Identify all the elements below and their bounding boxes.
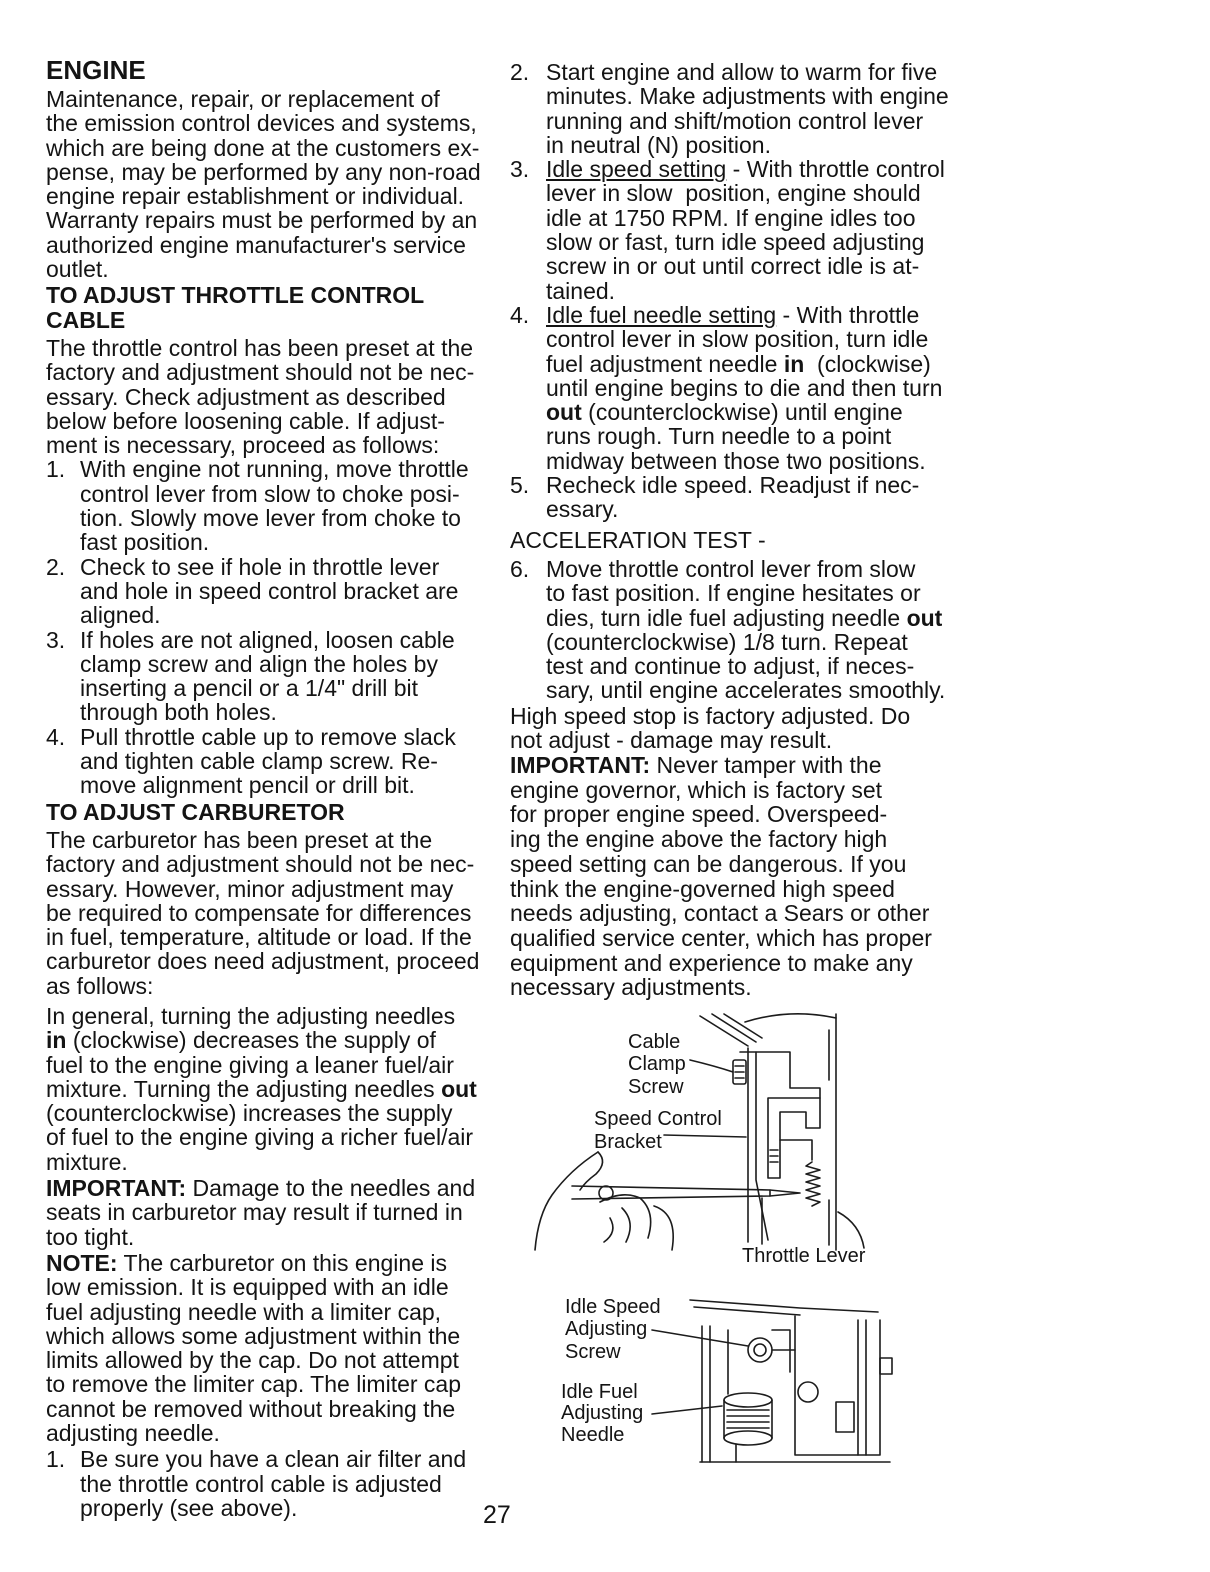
numbered-step <box>46 725 496 798</box>
text-run: dies, turn idle fuel adjusting needle <box>546 604 907 631</box>
text-run: Damage to the needles and <box>186 1175 476 1202</box>
idle-fuel-adjusting-needle-label: Idle Fuel <box>561 1381 638 1403</box>
text-line: fuel adjusting needle with a limiter cap, <box>46 1298 442 1325</box>
page-number: 27 <box>483 1501 511 1529</box>
text-line: test and continue to adjust, if neces- <box>546 653 915 680</box>
text-line: to remove the limiter cap. The limiter cap <box>46 1371 462 1398</box>
text-line: speed setting can be dangerous. If you <box>510 850 907 877</box>
text-line: essary. <box>546 496 619 523</box>
heading-line: TO ADJUST CARBURETOR <box>46 798 345 825</box>
idle-fuel-adjusting-needle-label: Adjusting <box>561 1402 644 1424</box>
text-line: minutes. Make adjustments with engine <box>546 83 949 110</box>
text-line: sary, until engine accelerates smoothly. <box>546 677 946 704</box>
text-line: ment is necessary, proceed as follows: <box>46 432 440 459</box>
text-line <box>46 1028 496 1052</box>
idle-fuel-adjusting-needle-label: Needle <box>561 1424 625 1446</box>
numbered-step <box>510 157 960 303</box>
cable-clamp-screw-label: Cable <box>628 1031 681 1053</box>
text-line: necessary adjustments. <box>510 974 752 1001</box>
step-number: 3. <box>46 626 66 653</box>
text-line: be required to compensate for differences <box>46 899 472 926</box>
text-line: Warranty repairs must be performed by an <box>46 207 478 234</box>
paragraph <box>46 336 496 457</box>
text-line: slow or fast, turn idle speed adjusting <box>546 229 925 256</box>
text-line: adjusting needle. <box>46 1420 220 1447</box>
idle-speed-adjusting-screw-label: Screw <box>565 1341 621 1363</box>
text-line <box>510 753 960 778</box>
text-line: for proper engine speed. Overspeed- <box>510 801 888 828</box>
text-line: properly (see above). <box>80 1494 298 1521</box>
bold-text-run: NOTE: <box>46 1249 118 1276</box>
text-line: through both holes. <box>80 699 277 726</box>
text-line: With engine not running, move throttle <box>80 456 469 483</box>
speed-control-bracket-label: Bracket <box>594 1131 662 1153</box>
text-line: Maintenance, repair, or replacement of <box>46 86 440 112</box>
text-line: the emission control devices and systems, <box>46 110 477 137</box>
text-line: idle at 1750 RPM. If engine idles too <box>546 204 916 231</box>
text-line: screw in or out until correct idle is at- <box>546 253 920 280</box>
step-number: 4. <box>46 723 66 750</box>
step-number: 1. <box>46 456 66 483</box>
text-line: and hole in speed control bracket are <box>80 577 459 604</box>
left-text-column <box>46 57 496 1520</box>
text-line: as follows: <box>46 972 154 999</box>
text-line: cannot be removed without breaking the <box>46 1395 456 1422</box>
throttle-rod <box>690 1300 878 1315</box>
cable-clamp-screw <box>733 1060 746 1084</box>
step-number: 5. <box>510 472 530 499</box>
step-number: 2. <box>510 59 530 85</box>
speed-control-bracket-label: Speed Control <box>594 1108 722 1130</box>
section-heading <box>46 800 496 824</box>
bold-text-run: out <box>906 604 943 631</box>
text-line: midway between those two positions. <box>546 447 926 474</box>
text-line: the throttle control cable is adjusted <box>80 1470 442 1497</box>
text-line: qualified service center, which has proper <box>510 924 932 951</box>
idle-speed-adjusting-screw <box>748 1338 795 1362</box>
text-line: seats in carburetor may result if turned in <box>46 1199 463 1226</box>
text-line: aligned. <box>80 602 161 629</box>
paragraph <box>46 87 496 281</box>
text-run: (counterclockwise) until engine <box>581 399 903 426</box>
text-line: Pull throttle cable up to remove slack <box>80 723 456 750</box>
text-line: Move throttle control lever from slow <box>546 555 916 582</box>
step-number: 1. <box>46 1446 66 1473</box>
text-line: factory and adjustment should not be nec- <box>46 359 475 386</box>
paragraph <box>510 704 960 1000</box>
text-line: move alignment pencil or drill bit. <box>80 772 415 799</box>
throttle-lever-label: Throttle Lever <box>742 1245 866 1267</box>
text-line: In general, turning the adjusting needles <box>46 1002 456 1029</box>
engine-frame <box>829 1014 864 1250</box>
text-line <box>46 1077 496 1101</box>
step-number: 4. <box>510 301 530 328</box>
text-line: limits allowed by the cap. Do not attempt <box>46 1347 459 1374</box>
diagrams <box>520 1005 910 1475</box>
text-line: control lever from slow to choke posi- <box>80 480 460 507</box>
bold-text-run: out <box>441 1075 477 1102</box>
bold-text-run: IMPORTANT: <box>510 752 651 779</box>
text-line <box>546 303 960 327</box>
text-run: fuel adjustment needle <box>546 350 784 377</box>
bold-text-run: in <box>783 350 805 377</box>
text-line: ing the engine above the factory high <box>510 826 888 853</box>
text-line: running and shift/motion control lever <box>546 107 924 134</box>
text-line: in fuel, temperature, altitude or load. If the <box>46 924 472 951</box>
cable-clamp-screw-label: Clamp <box>628 1053 686 1075</box>
text-line <box>546 157 960 181</box>
text-line: engine governor, which is factory set <box>510 776 883 803</box>
text-line: carburetor does need adjustment, proceed <box>46 948 480 975</box>
text-line: clamp screw and align the holes by <box>80 650 438 677</box>
text-line: essary. Check adjustment as described <box>46 383 446 410</box>
text-line: Be sure you have a clean air filter and <box>80 1446 467 1473</box>
bold-text-run: IMPORTANT: <box>46 1175 187 1202</box>
pencil <box>572 1186 800 1199</box>
text-line: High speed stop is factory adjusted. Do <box>510 702 911 729</box>
right-text-column <box>510 60 960 1000</box>
text-run: mixture. Turning the adjusting needles <box>46 1075 442 1102</box>
numbered-step <box>510 60 960 157</box>
throttle-adjustment-diagram <box>535 1014 864 1250</box>
numbered-step <box>46 1447 496 1520</box>
cable-clamp-screw-label: Screw <box>628 1076 684 1098</box>
text-line: needs adjusting, contact a Sears or other <box>510 900 930 927</box>
heading-line: CABLE <box>46 306 126 333</box>
text-line: too tight. <box>46 1223 135 1250</box>
paragraph <box>46 828 496 998</box>
text-line: to fast position. If engine hesitates or <box>546 580 921 607</box>
text-line: If holes are not aligned, loosen cable <box>80 626 455 653</box>
text-line: not adjust - damage may result. <box>510 727 833 754</box>
text-line: Check to see if hole in throttle lever <box>80 553 440 580</box>
idle-speed-adjusting-screw-label: Adjusting <box>565 1318 648 1340</box>
section-title: ENGINE <box>46 55 146 85</box>
underlined-text-run: Idle fuel needle setting <box>546 301 777 328</box>
text-line: mixture. <box>46 1148 128 1175</box>
paragraph <box>46 1176 496 1249</box>
step-number: 2. <box>46 553 66 580</box>
text-run: (clockwise) <box>804 350 931 377</box>
text-line: runs rough. Turn needle to a point <box>546 423 892 450</box>
text-line: authorized engine manufacturer's service <box>46 231 466 258</box>
throttle-cable <box>700 1014 836 1046</box>
text-line: of fuel to the engine giving a richer fuel/air <box>46 1124 474 1151</box>
text-line: fast position. <box>80 529 210 556</box>
text-line: and tighten cable clamp screw. Re- <box>80 748 438 775</box>
bold-text-run: out <box>546 399 582 426</box>
step-number: 3. <box>510 156 530 183</box>
text-line: which are being done at the customers ex- <box>46 134 480 161</box>
text-line: engine repair establishment or individual. <box>46 183 465 210</box>
subsection-label <box>510 528 960 552</box>
underlined-text-run: Idle speed setting <box>546 156 727 183</box>
heading-line: TO ADJUST THROTTLE CONTROL <box>46 282 425 309</box>
text-line <box>546 606 960 630</box>
text-line <box>546 352 960 376</box>
text-line <box>46 1251 496 1275</box>
text-line: low emission. It is equipped with an idle <box>46 1274 449 1301</box>
text-line: Start engine and allow to warm for five <box>546 59 938 85</box>
text-line <box>546 400 960 424</box>
numbered-step <box>46 457 496 554</box>
text-line: outlet. <box>46 256 109 283</box>
text-line: inserting a pencil or a 1/4" drill bit <box>80 675 419 702</box>
section-heading <box>46 283 496 332</box>
carburetor-body <box>700 1316 892 1462</box>
carburetor-callout-lines <box>652 1330 748 1414</box>
text-line: lever in slow position, engine should <box>546 180 921 207</box>
text-line: below before loosening cable. If adjust- <box>46 407 445 434</box>
hand <box>535 1152 673 1250</box>
text-line: pense, may be performed by any non-road <box>46 158 481 185</box>
text-line: Recheck idle speed. Readjust if nec- <box>546 472 920 499</box>
text-line: until engine begins to die and then turn <box>546 374 943 401</box>
text-line: The carburetor has been preset at the <box>46 826 433 853</box>
text-line <box>46 1176 496 1200</box>
numbered-step <box>46 555 496 628</box>
paragraph <box>46 1004 496 1174</box>
carburetor-diagram <box>652 1300 892 1462</box>
text-line: tained. <box>546 277 616 304</box>
label-line: ACCELERATION TEST - <box>510 526 766 553</box>
text-run: - With throttle control <box>726 156 945 183</box>
step-number: 6. <box>510 555 530 582</box>
bold-text-run: in <box>46 1027 67 1054</box>
numbered-step <box>510 473 960 522</box>
text-run: (clockwise) decreases the supply of <box>66 1027 436 1054</box>
numbered-step <box>46 628 496 725</box>
text-line: (counterclockwise) 1/8 turn. Repeat <box>546 628 908 655</box>
text-line: The throttle control has been preset at the <box>46 334 474 361</box>
numbered-step <box>510 303 960 473</box>
numbered-step <box>510 557 960 703</box>
governor-spring <box>806 1162 820 1206</box>
text-run: - With throttle <box>776 301 920 328</box>
throttle-lever <box>768 1098 820 1178</box>
text-line: essary. However, minor adjustment may <box>46 875 454 902</box>
text-line: think the engine-governed high speed <box>510 875 895 902</box>
text-line: in neutral (N) position. <box>546 131 771 158</box>
text-line: which allows some adjustment within the <box>46 1322 461 1349</box>
paragraph <box>46 1251 496 1445</box>
idle-speed-adjusting-screw-label: Idle Speed <box>565 1296 661 1318</box>
text-run: Never tamper with the <box>650 752 882 779</box>
text-line: control lever in slow position, turn idle <box>546 326 929 353</box>
text-line: (counterclockwise) increases the supply <box>46 1100 453 1127</box>
idle-fuel-adjusting-needle <box>724 1393 772 1445</box>
text-line: tion. Slowly move lever from choke to <box>80 505 461 532</box>
text-line: fuel to the engine giving a leaner fuel/air <box>46 1051 454 1078</box>
text-line: equipment and experience to make any <box>510 949 913 976</box>
text-run: The carburetor on this engine is <box>117 1249 447 1276</box>
text-line: factory and adjustment should not be nec- <box>46 851 475 878</box>
